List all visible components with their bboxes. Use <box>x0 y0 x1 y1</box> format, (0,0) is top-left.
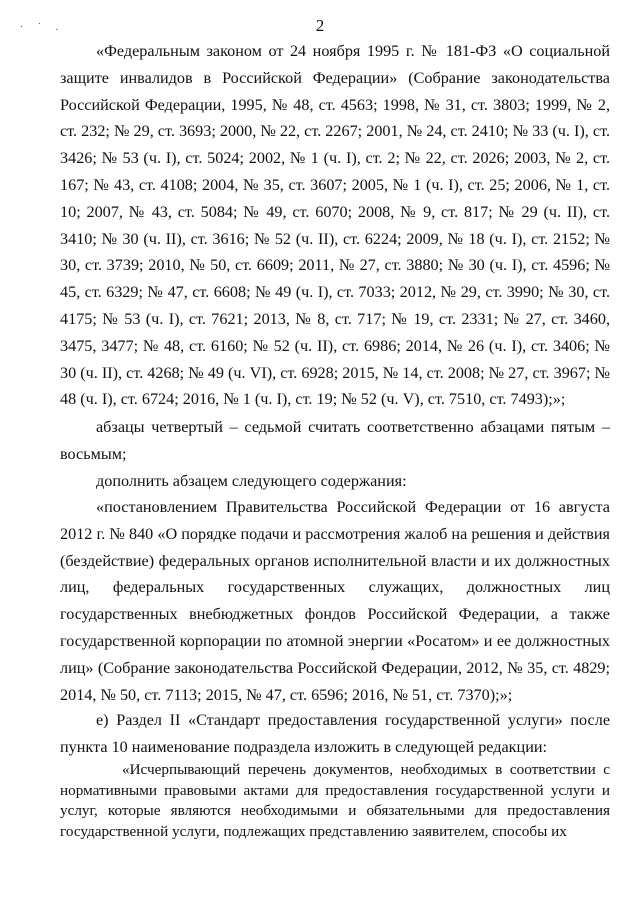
paragraph-section-ii-amendment: е) Раздел II «Стандарт предоставления государственной услуги» после пункта 10 наименование подраздела изложить в следующей редакции: <box>60 711 610 756</box>
paragraph-federal-law-reference: «Федеральным законом от 24 ноября 1995 г. № 181-ФЗ «О социальной защите инвалидов в Российской Федерации» (Собрание законодательства Российской Федерации, 1995, № 48, ст. 4563; 1998, № 31, ст. 3803; 1999, № 2, ст. 232; № 29, ст. 3693; 2000, № 22, ст. 2267; 2001, № 24, ст. 2410; № 33 (ч. I), ст. 3426; № 53 (ч. I), ст. 5024; 2002, № 1 (ч. I), ст. 2; № 22, ст. 2026; 2003, № 2, ст. 167; № 43, ст. 4108; 2004, № 35, ст. 3607; 2005, № 1 (ч. I), ст. 25; 2006, № 1, ст. 10; 2007, № 43, ст. 5084; № 49, ст. 6070; 2008, № 9, ст. 817; № 29 (ч. II), ст. 3410; № 30 (ч. II), ст. 3616; № 52 (ч. II), ст. 6224; 2009, № 18 (ч. I), ст. 2152; № 30, ст. 3739; 2010, № 50, ст. 6609; 2011, № 27, ст. 3880; № 30 (ч. I), ст. 4596; № 45, ст. 6329; № 47, ст. 6608; № 49 (ч. I), ст. 7033; 2012, № 29, ст. 3990; № 30, ст. 4175; № 53 (ч. I), ст. 7621; 2013, № 8, ст. 717; № 19, ст. 2331; № 27, ст. 3460, 3475, 3477; № 48, ст. 6160; № 52 (ч. II), ст. 6986; 2014, № 26 (ч. I), ст. 3406; № 30 (ч. II), ст. 4268; № 49 (ч. VI), ст. 6928; 2015, № 14, ст. 2008; № 27, ст. 3967; № 48 (ч. I), ст. 6724; 2016, № 1 (ч. I), ст. 19; № 52 (ч. V), ст. 7510, ст. 7493);»; <box>60 42 610 409</box>
paragraph-renumber-abzacs: абзацы четвертый – седьмой считать соответственно абзацами пятым – восьмым; <box>60 418 610 463</box>
paragraph-add-abzac: дополнить абзацем следующего содержания: <box>96 472 407 490</box>
paragraph-subsection-title: «Исчерпывающий перечень документов, необходимых в соответствии с нормативными правовыми актами для предоставления государственной услуги и услуг, которые являются необходимыми и обязательными для предоставления государственной услуги, подлежащих представлению заявителем, способы их <box>60 761 610 840</box>
page-number: 2 <box>315 16 325 35</box>
scan-specks: · ˙ . <box>20 22 65 33</box>
paragraph-government-resolution: «постановлением Правительства Российской Федерации от 16 августа 2012 г. № 840 «О порядке подачи и рассмотрения жалоб на решения и действия (бездействие) федеральных органов исполнительной власти и их должностных лиц, федеральных государственных служащих, должностных лиц государственных внебюджетных фондов Российской Федерации, а также государственной корпорации по атомной энергии «Росатом» и ее должностных лиц» (Собрание законодательства Российской Федерации, 2012, № 35, ст. 4829; 2014, № 50, ст. 7113; 2015, № 47, ст. 6596; 2016, № 51, ст. 7370);»; <box>60 498 610 704</box>
